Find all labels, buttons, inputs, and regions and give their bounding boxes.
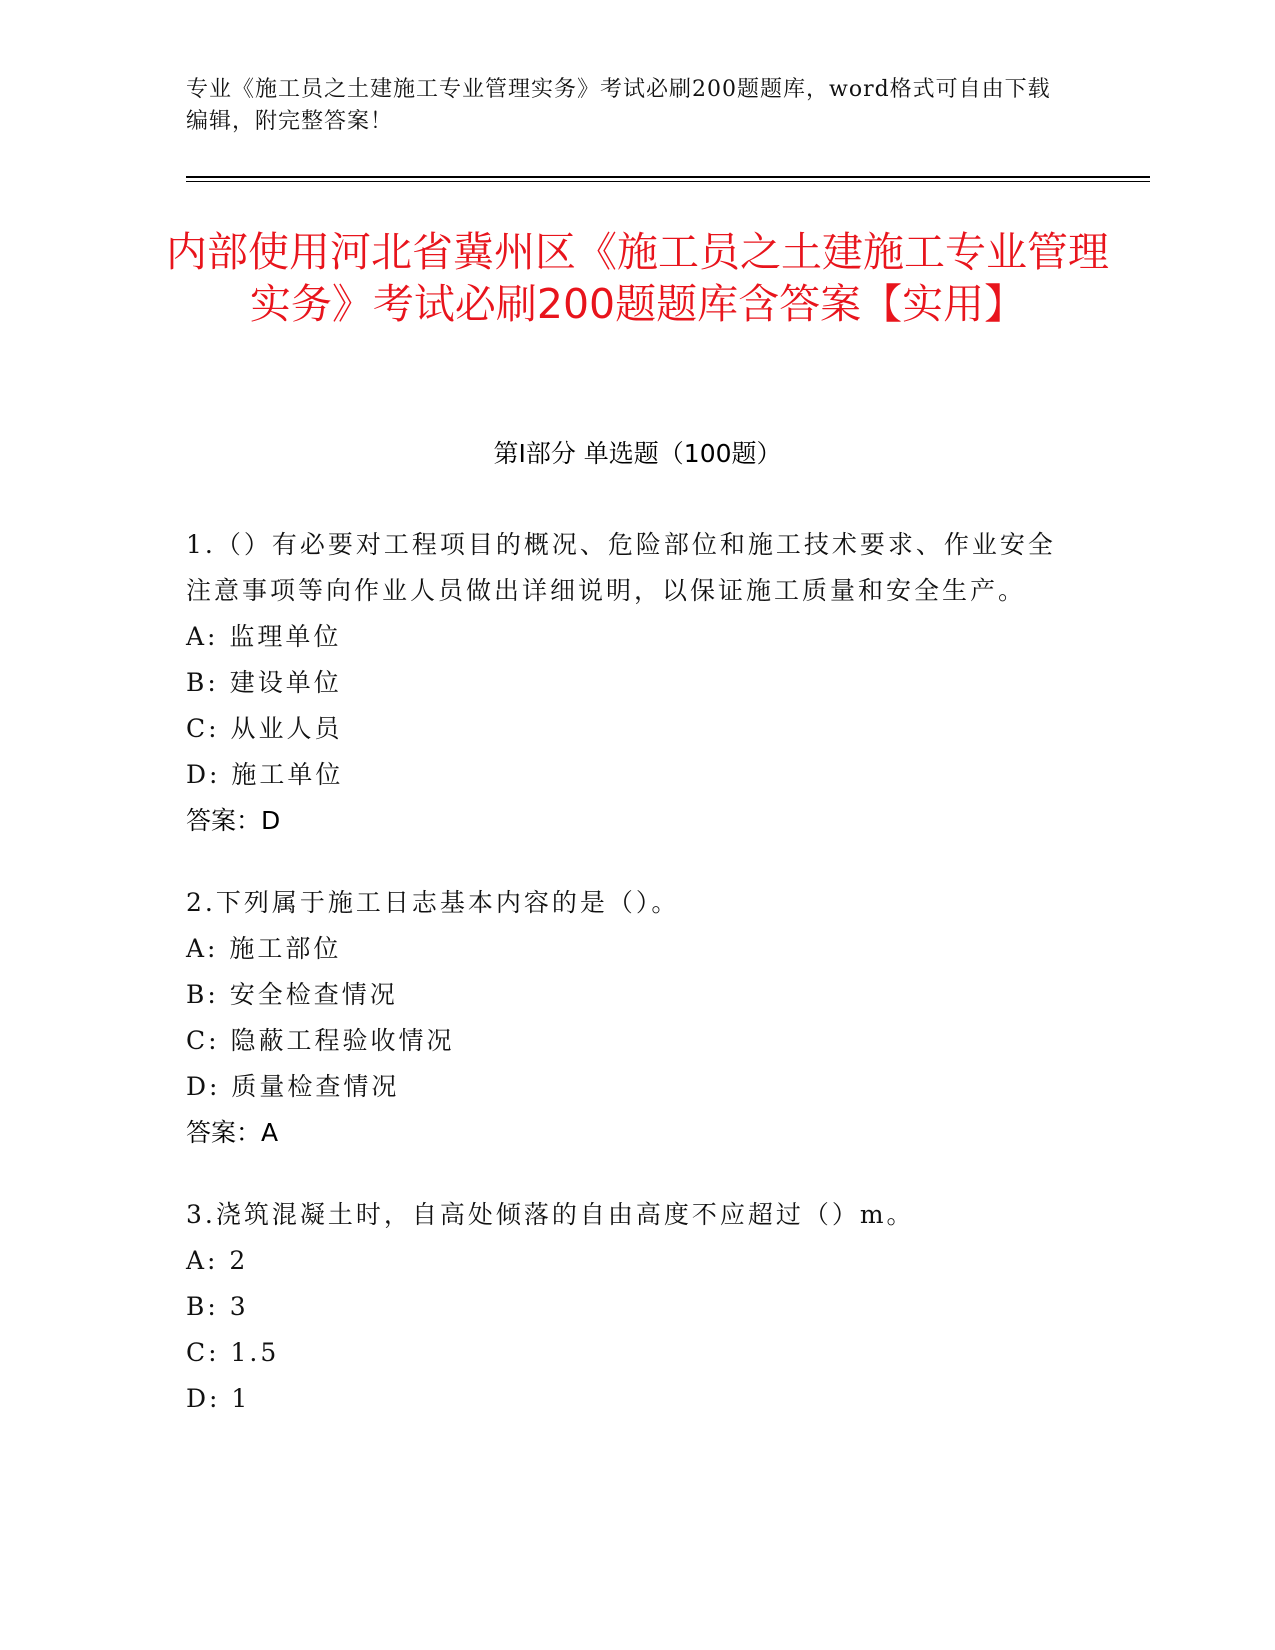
question-option-a: A: 2	[186, 1246, 249, 1275]
question-list	[186, 522, 1066, 1458]
header-note: 专业《施工员之土建施工专业管理实务》考试必刷200题题库，word格式可自由下载编辑，附完整答案！	[186, 77, 1051, 134]
question-option-a: A: 监理单位	[186, 622, 342, 651]
section-title: 第Ⅰ部分 单选题（100题）	[493, 439, 782, 468]
question-item	[186, 880, 1066, 1156]
question-option-b: B: 建设单位	[186, 668, 342, 697]
header-divider-thick	[186, 176, 1150, 178]
question-option-c: C: 隐蔽工程验收情况	[186, 1026, 455, 1055]
header-divider-thin	[186, 181, 1150, 182]
question-option-d: D: 质量检查情况	[186, 1072, 400, 1101]
question-stem: 3.浇筑混凝土时，自高处倾落的自由高度不应超过（）m。	[186, 1200, 915, 1229]
question-option-a: A: 施工部位	[186, 934, 342, 963]
question-option-b: B: 3	[186, 1292, 249, 1321]
question-stem: 1.（）有必要对工程项目的概况、危险部位和施工技术要求、作业安全注意事项等向作业人员做出详细说明，以保证施工质量和安全生产。	[186, 530, 1056, 605]
question-stem: 2.下列属于施工日志基本内容的是（）。	[186, 888, 680, 917]
question-option-d: D: 施工单位	[186, 760, 344, 789]
question-answer: 答案：D	[186, 806, 281, 835]
question-option-c: C: 1.5	[186, 1338, 280, 1367]
question-option-c: C: 从业人员	[186, 714, 343, 743]
question-option-d: D: 1	[186, 1384, 251, 1413]
question-item	[186, 522, 1066, 844]
question-item	[186, 1192, 1066, 1422]
question-answer: 答案：A	[186, 1118, 279, 1147]
document-title: 内部使用河北省冀州区《施工员之土建施工专业管理实务》考试必刷200题题库含答案【实用】	[166, 228, 1109, 328]
question-option-b: B: 安全检查情况	[186, 980, 398, 1009]
